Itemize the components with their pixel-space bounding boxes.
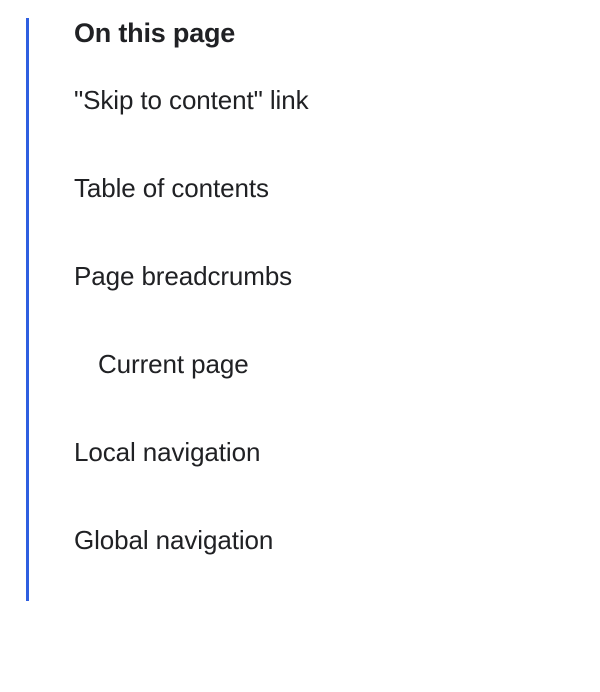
toc-link-global-navigation[interactable]: Global navigation xyxy=(74,525,274,556)
page-title: On this page xyxy=(74,18,236,48)
toc-link-table-of-contents[interactable]: Table of contents xyxy=(74,173,269,204)
toc-link-skip-to-content[interactable]: "Skip to content" link xyxy=(74,85,309,116)
toc-link-current-page[interactable]: Current page xyxy=(98,349,249,380)
toc-link-page-breadcrumbs[interactable]: Page breadcrumbs xyxy=(74,261,293,292)
toc-link-local-navigation[interactable]: Local navigation xyxy=(74,437,261,468)
